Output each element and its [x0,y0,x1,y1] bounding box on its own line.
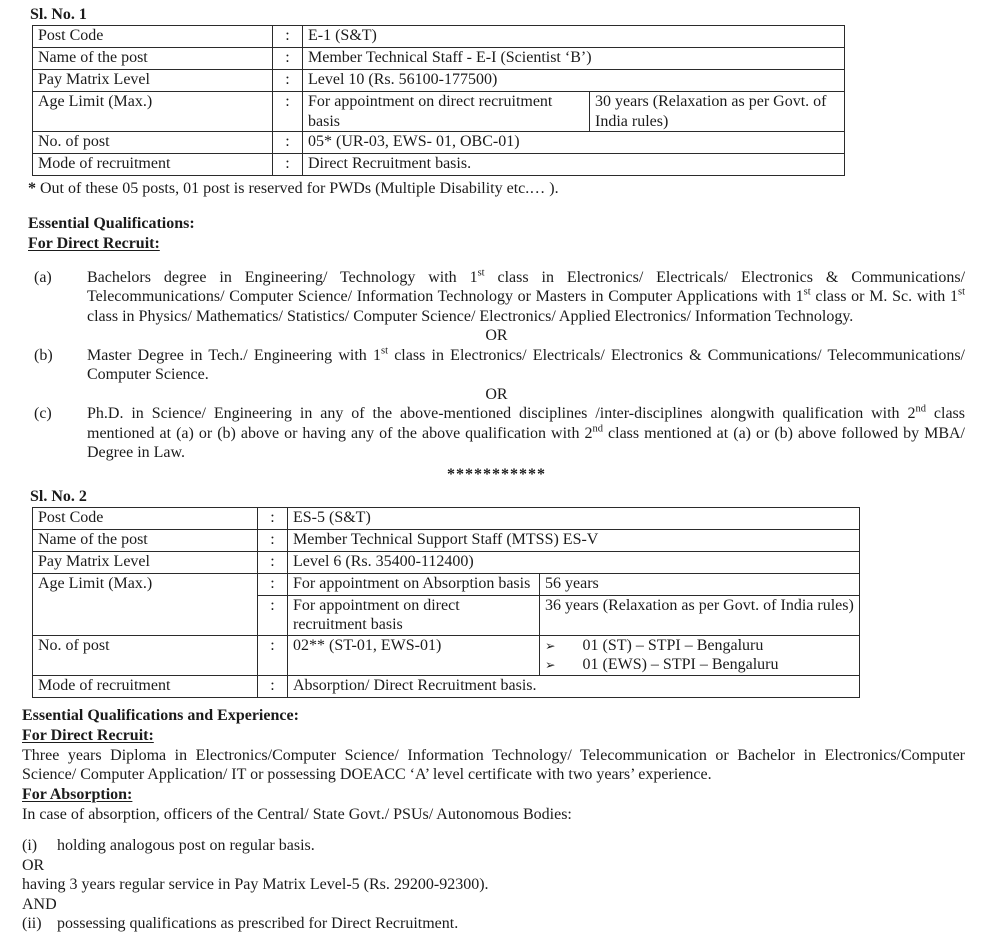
arrowhead-right-icon: ➢ [545,657,556,672]
colon-separator: : [273,92,303,132]
row-label: Post Code [33,507,258,529]
arrowhead-right-icon: ➢ [545,637,556,653]
row-label: Pay Matrix Level [33,551,258,573]
essential-qualifications-experience-heading: Essential Qualifications and Experience: [22,706,299,724]
qualification-item-b [28,346,965,385]
row-value: Member Technical Staff - E-I (Scientist ‘B’) [303,48,845,70]
colon-separator: : [273,132,303,154]
row-label: Name of the post [33,529,258,551]
item-text: Ph.D. in Science/ Engineering in any of the above-mentioned disciplines /inter-disciplines alongwith qualification with 2nd class mentioned at (a) or (b) above or having any of the above qualification with 2nd class mentioned at (a) or (b) above followed by MBA/ Degree in Law. [87,403,966,461]
item-label: (i) [22,837,38,854]
row-label: Pay Matrix Level [33,70,273,92]
colon-separator: : [258,573,288,595]
list-item-text: 01 (ST) – STPI – Bengaluru [582,636,764,654]
condition-item-ii [22,914,965,934]
row-label: No. of post [33,635,258,675]
row-label: Mode of recruitment [33,154,273,176]
age-basis-cell: For appointment on direct recruitment basis [303,92,590,132]
asterisk-divider: *********** [447,465,546,483]
table2-row-mode [33,675,860,697]
row-label: Age Limit (Max.) [33,92,273,132]
item-label: (b) [34,346,53,364]
list-item-text: 01 (EWS) – STPI – Bengaluru [582,656,779,673]
table2-row-pay-level [33,551,860,573]
row-value: Level 6 (Rs. 35400-112400) [288,551,860,573]
age-value-cell: 30 years (Relaxation as per Govt. of India rules) [590,92,845,132]
or-connector: OR [22,856,45,874]
section1-title: Sl. No. 1 [30,6,87,23]
table2-row-post-code [33,507,860,529]
colon-separator: : [258,635,288,675]
colon-separator: : [273,48,303,70]
item-label: (ii) [22,915,42,932]
row-label: Age Limit (Max.) [33,573,258,635]
row-value: E-1 (S&T) [303,26,845,48]
row-value: Level 10 (Rs. 56100-177500) [303,70,845,92]
list-item [545,655,854,675]
colon-separator: : [258,551,288,573]
direct-recruit-heading-2: For Direct Recruit: [22,726,154,744]
row-value: 05* (UR-03, EWS- 01, OBC-01) [303,132,845,154]
table2-row-age-absorption [33,573,860,595]
or-separator: OR [485,385,508,403]
row-label: Post Code [33,26,273,48]
qualification-item-a [28,268,965,327]
item-text: possessing qualifications as prescribed for Direct Recruitment. [57,915,459,932]
absorption-heading: For Absorption: [22,785,133,803]
item-text: holding analogous post on regular basis. [57,837,315,854]
item-text: Master Degree in Tech./ Engineering with 1st class in Electronics/ Electricals/ Electronics & Communications/ Telecommunications/ Computer Science. [87,345,966,383]
table2-row-no-of-post [33,635,860,675]
colon-separator: : [258,507,288,529]
age-basis-cell: For appointment on Absorption basis [288,573,540,595]
colon-separator: : [258,529,288,551]
row-value: 02** (ST-01, EWS-01) [288,635,540,675]
row-label: No. of post [33,132,273,154]
post-details-table-1 [32,25,845,176]
alternate-condition-text: having 3 years regular service in Pay Matrix Level-5 (Rs. 29200-92300). [22,876,489,893]
age-value-cell: 56 years [540,573,860,595]
age-basis-cell: For appointment on direct recruitment basis [288,595,540,635]
colon-separator: : [273,70,303,92]
colon-separator: : [273,26,303,48]
absorption-intro-text: In case of absorption, officers of the Central/ State Govt./ PSUs/ Autonomous Bodies: [22,805,572,823]
row-value: Absorption/ Direct Recruitment basis. [288,675,860,697]
row-value: Member Technical Support Staff (MTSS) ES-V [288,529,860,551]
or-separator: OR [485,327,508,344]
qualification-item-c [28,404,965,463]
condition-item-i [22,836,965,856]
row-label: Name of the post [33,48,273,70]
direct-recruit-text: Three years Diploma in Electronics/Computer Science/ Information Technology/ Telecommunication or Bachelor in Electronics/Computer Science/ Computer Application/ IT or possessing DOEACC ‘A’ level certificate with two years’ experience. [22,746,965,783]
row-value: Direct Recruitment basis. [303,154,845,176]
table1-row-age-limit [33,92,845,132]
list-item [545,636,854,656]
row-label: Mode of recruitment [33,675,258,697]
table2-row-post-name [33,529,860,551]
qualifications-experience-section [22,706,965,934]
table1-row-no-of-post [33,132,845,154]
row-value: ES-5 (S&T) [288,507,860,529]
item-text: Bachelors degree in Engineering/ Technology with 1st class in Electronics/ Electricals/ Electronics & Communications/ Telecommunications/ Computer Science/ Information Technology or Masters in Computer Applications with 1st class or M. Sc. with 1st class in Physics/ Mathematics/ Statistics/ Computer Science/ Electronics/ Applied Electronics/ Information Technology. [87,267,966,325]
colon-separator: : [258,595,288,635]
pwd-reservation-footnote: * Out of these 05 posts, 01 post is reserved for PWDs (Multiple Disability etc.… ). [28,180,559,197]
colon-separator: : [258,675,288,697]
absorption-conditions-list [22,836,965,934]
age-value-cell: 36 years (Relaxation as per Govt. of India rules) [540,595,860,635]
table1-row-mode [33,154,845,176]
table1-row-pay-level [33,70,845,92]
and-connector: AND [22,895,57,913]
item-label: (c) [34,405,52,422]
section2-title: Sl. No. 2 [30,487,87,505]
essential-qualifications-heading: Essential Qualifications: [28,214,195,232]
post-location-list [540,635,860,675]
post-details-table-2 [32,507,860,698]
table1-row-post-code [33,26,845,48]
direct-recruit-heading: For Direct Recruit: [28,234,160,252]
colon-separator: : [273,154,303,176]
item-label: (a) [34,268,52,286]
table1-row-post-name [33,48,845,70]
